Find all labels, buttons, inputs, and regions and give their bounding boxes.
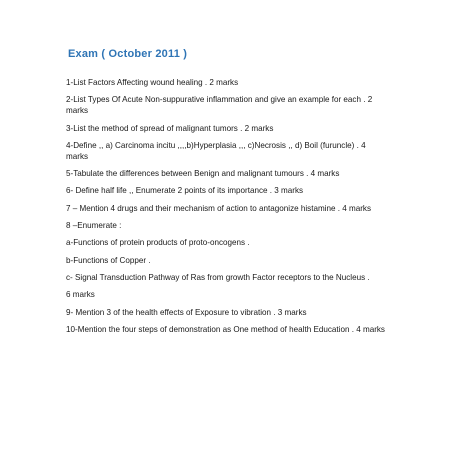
exam-document (66, 48, 386, 341)
question-2: 2-List Types Of Acute Non-suppurative inflammation and give an example for each . 2 marks (66, 95, 373, 116)
document-title: Exam ( October 2011 ) (68, 48, 188, 60)
question-7: 7 – Mention 4 drugs and their mechanism of action to antagonize histamine . 4 marks (66, 203, 372, 213)
question-8b: b-Functions of Copper . (66, 255, 151, 265)
question-8a: a-Functions of protein products of proto-oncogens . (66, 238, 250, 248)
question-10: 10-Mention the four steps of demonstration as One method of health Education . 4 marks (66, 324, 385, 334)
question-8-heading: 8 –Enumerate : (66, 221, 122, 231)
question-9: 9- Mention 3 of the health effects of Exposure to vibration . 3 marks (66, 307, 307, 317)
question-8-marks: 6 marks (66, 290, 95, 300)
question-1: 1-List Factors Affecting wound healing . 2 marks (66, 78, 239, 87)
question-6: 6- Define half life ,, Enumerate 2 points of its importance . 3 marks (66, 186, 304, 196)
question-8c: c- Signal Transduction Pathway of Ras from growth Factor receptors to the Nucleus . (66, 272, 370, 282)
question-3: 3-List the method of spread of malignant tumors . 2 marks (66, 123, 274, 133)
question-5: 5-Tabulate the differences between Benign and malignant tumours . 4 marks (66, 169, 340, 179)
question-4: 4-Define ,, a) Carcinoma incitu ,,,,b)Hyperplasia ,,, c)Necrosis ,, d) Boil (furuncle) . 4 marks (66, 140, 366, 161)
